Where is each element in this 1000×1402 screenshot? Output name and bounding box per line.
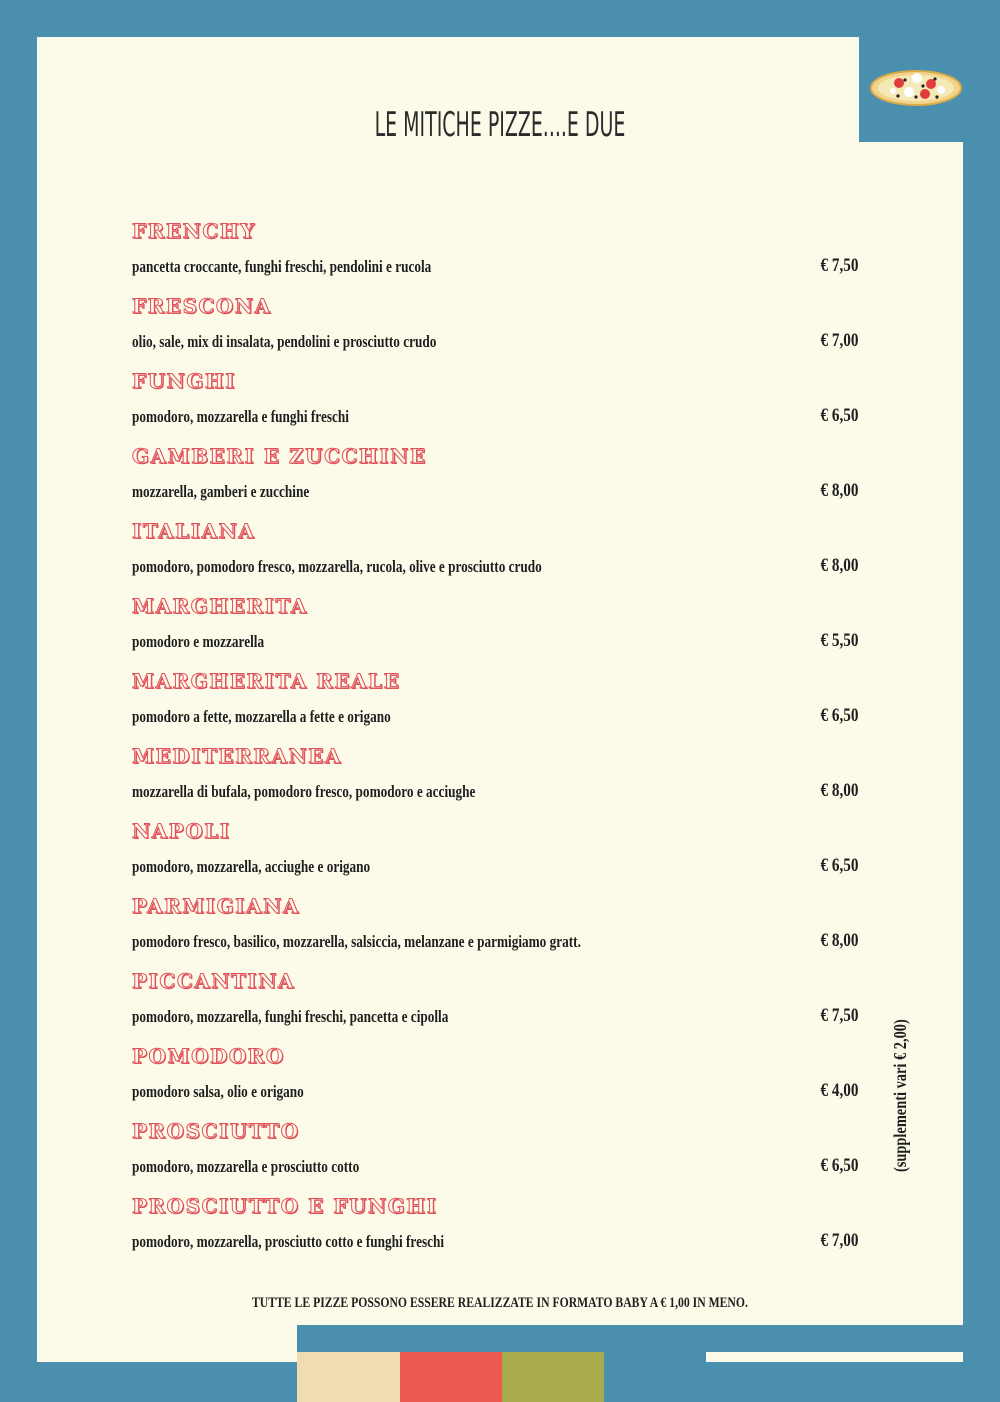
pizza-name: GAMBERI E ZUCCHINE [132,444,427,468]
pizza-description: mozzarella, gamberi e zucchine [132,482,310,501]
pizza-price: € 6,50 [820,1155,858,1176]
pizza-description: pomodoro, mozzarella e funghi freschi [132,407,349,426]
pizza-name: PICCANTINA [132,969,296,993]
list-item [132,815,858,890]
pizza-price: € 7,50 [820,1005,858,1026]
list-item [132,965,858,1040]
pizza-price: € 8,00 [820,555,858,576]
pizza-price: € 6,50 [820,405,858,426]
list-item [132,590,858,665]
supplements-note [890,981,911,1172]
pizza-name: FRENCHY [132,219,256,243]
pizza-price: € 7,50 [820,255,858,276]
pizza-price: € 8,00 [820,480,858,501]
pizza-description: olio, sale, mix di insalata, pendolini e prosciutto crudo [132,332,437,351]
pizza-name: FUNGHI [132,369,237,393]
menu-page [37,37,963,1362]
list-item [132,1190,858,1265]
pizza-price: € 7,00 [820,1230,858,1251]
pizza-name: PROSCIUTTO [132,1119,300,1143]
pizza-name: PROSCIUTTO E FUNGHI [132,1194,438,1218]
list-item [132,1115,858,1190]
stripe-cream [297,1352,400,1402]
pizza-price: € 8,00 [820,780,858,801]
list-item [132,440,858,515]
pizza-price: € 5,50 [820,630,858,651]
baby-format-text: TUTTE LE PIZZE POSSONO ESSERE REALIZZATE IN FORMATO BABY A € 1,00 IN MENO. [252,1295,748,1311]
pizza-description: pomodoro, pomodoro fresco, mozzarella, rucola, olive e prosciutto crudo [132,557,542,576]
bottom-frame-notch [297,1325,963,1352]
baby-format-note [37,1295,963,1312]
list-item [132,215,858,290]
list-item [132,890,858,965]
list-item [132,365,858,440]
pizza-list [132,215,858,1265]
pizza-name: MARGHERITA REALE [132,669,401,693]
list-item [132,290,858,365]
list-item [132,665,858,740]
pizza-description: mozzarella di bufala, pomodoro fresco, pomodoro e acciughe [132,782,476,801]
pizza-name: NAPOLI [132,819,231,843]
pizza-name: PARMIGIANA [132,894,300,918]
pizza-description: pomodoro a fette, mozzarella a fette e origano [132,707,391,726]
pizza-description: pomodoro, mozzarella, prosciutto cotto e funghi freschi [132,1232,445,1251]
pizza-description: pomodoro e mozzarella [132,632,265,651]
pizza-name: MARGHERITA [132,594,308,618]
pizza-name: MEDITERRANEA [132,744,343,768]
corner-box [859,37,963,142]
pizza-description: pomodoro fresco, basilico, mozzarella, salsiccia, melanzane e parmigiamo gratt. [132,932,581,951]
stripe-blue [604,1352,706,1402]
pizza-price: € 6,50 [820,705,858,726]
color-stripes [297,1352,706,1402]
list-item [132,1040,858,1115]
pizza-price: € 8,00 [820,930,858,951]
pizza-price: € 6,50 [820,855,858,876]
supplements-text: (supplementi vari € 2,00) [890,1019,910,1172]
pizza-name: POMODORO [132,1044,285,1068]
pizza-description: pomodoro, mozzarella, funghi freschi, pancetta e cipolla [132,1007,449,1026]
pizza-description: pomodoro, mozzarella, acciughe e origano [132,857,371,876]
pizza-price: € 7,00 [820,330,858,351]
stripe-olive [502,1352,604,1402]
pizza-description: pancetta croccante, funghi freschi, pendolini e rucola [132,257,432,276]
pizza-price: € 4,00 [820,1080,858,1101]
pizza-description: pomodoro salsa, olio e origano [132,1082,304,1101]
list-item [132,740,858,815]
pizza-name: ITALIANA [132,519,256,543]
pizza-description: pomodoro, mozzarella e prosciutto cotto [132,1157,360,1176]
pizza-name: FRESCONA [132,294,272,318]
list-item [132,515,858,590]
pizza-icon [869,69,963,107]
stripe-red [400,1352,502,1402]
page-title: LE MITICHE PIZZE....E DUE [374,105,626,145]
